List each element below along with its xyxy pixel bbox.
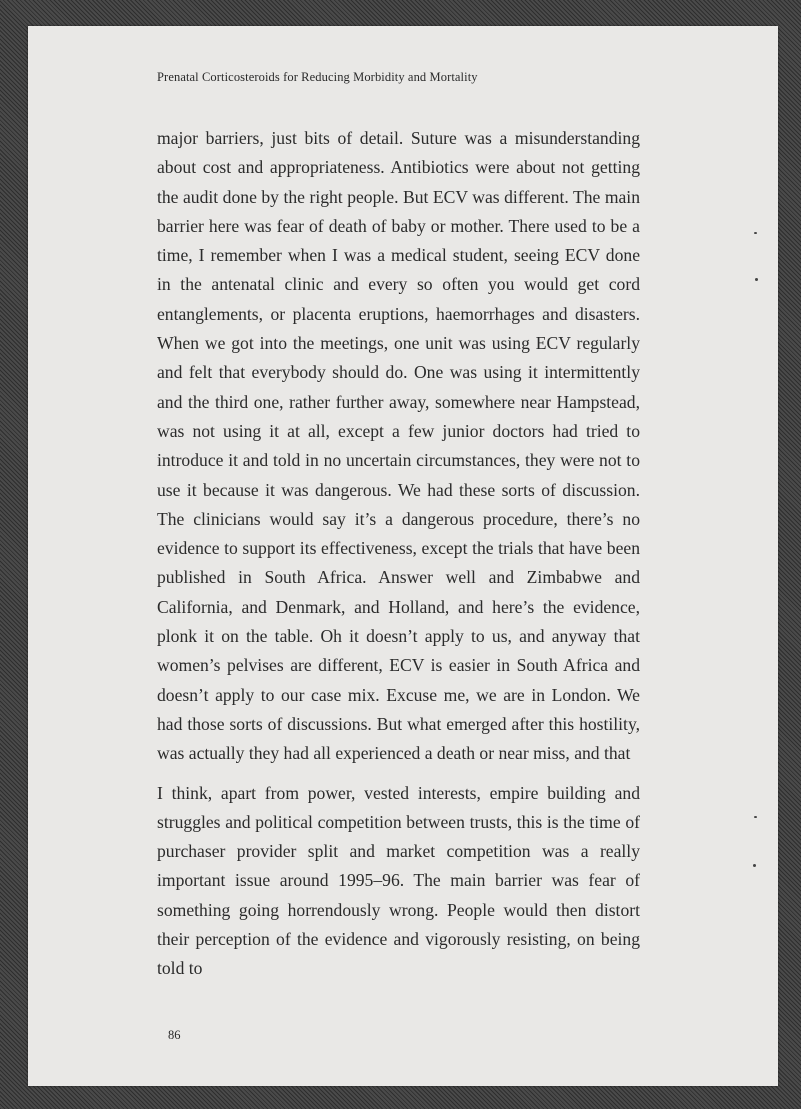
body-text	[157, 124, 640, 984]
margin-mark	[754, 232, 757, 234]
margin-mark	[753, 864, 756, 867]
running-head: Prenatal Corticosteroids for Reducing Morbidity and Mortality	[157, 70, 478, 84]
paragraph-2: I think, apart from power, vested interests, empire building and struggles and political competition between trusts, this is the time of purchaser provider split and market competition was a really important issue around 1995–96. The main barrier was fear of something going horrendously wrong. People would then distort their perception of the evidence and vigorously resisting, on being told to	[157, 782, 640, 979]
margin-mark	[754, 816, 757, 818]
page-number: 86	[168, 1028, 181, 1042]
document-page	[28, 26, 778, 1086]
margin-mark	[755, 278, 758, 281]
paragraph-1: major barriers, just bits of detail. Suture was a misunderstanding about cost and appropriateness. Antibiotics were about not getting the audit done by the right people. But ECV was different. The main barrier here was fear of death of baby or mother. There used to be a time, I remember when I was a medical student, seeing ECV done in the antenatal clinic and every so often you would get cord entanglements, or placenta eruptions, haemorrhages and disasters. When we got into the meetings, one unit was using ECV regularly and felt that everybody should do. One was using it intermittently and the third one, rather further away, somewhere near Hampstead, was not using it at all, except a few junior doctors had tried to introduce it and told in no uncertain circumstances, they were not to use it because it was dangerous. We had these sorts of discussion. The clinicians would say it’s a dangerous procedure, there’s no evidence to support its effectiveness, except the trials that have been published in South Africa. Answer well and Zimbabwe and California, and Denmark, and Holland, and here’s the evidence, plonk it on the table. Oh it doesn’t apply to us, and anyway that women’s pelvises are different, ECV is easier in South Africa and doesn’t apply to our case mix. Excuse me, we are in London. We had those sorts of discussions. But what emerged after this hostility, was actually they had all experienced a death or near miss, and that	[157, 128, 640, 764]
